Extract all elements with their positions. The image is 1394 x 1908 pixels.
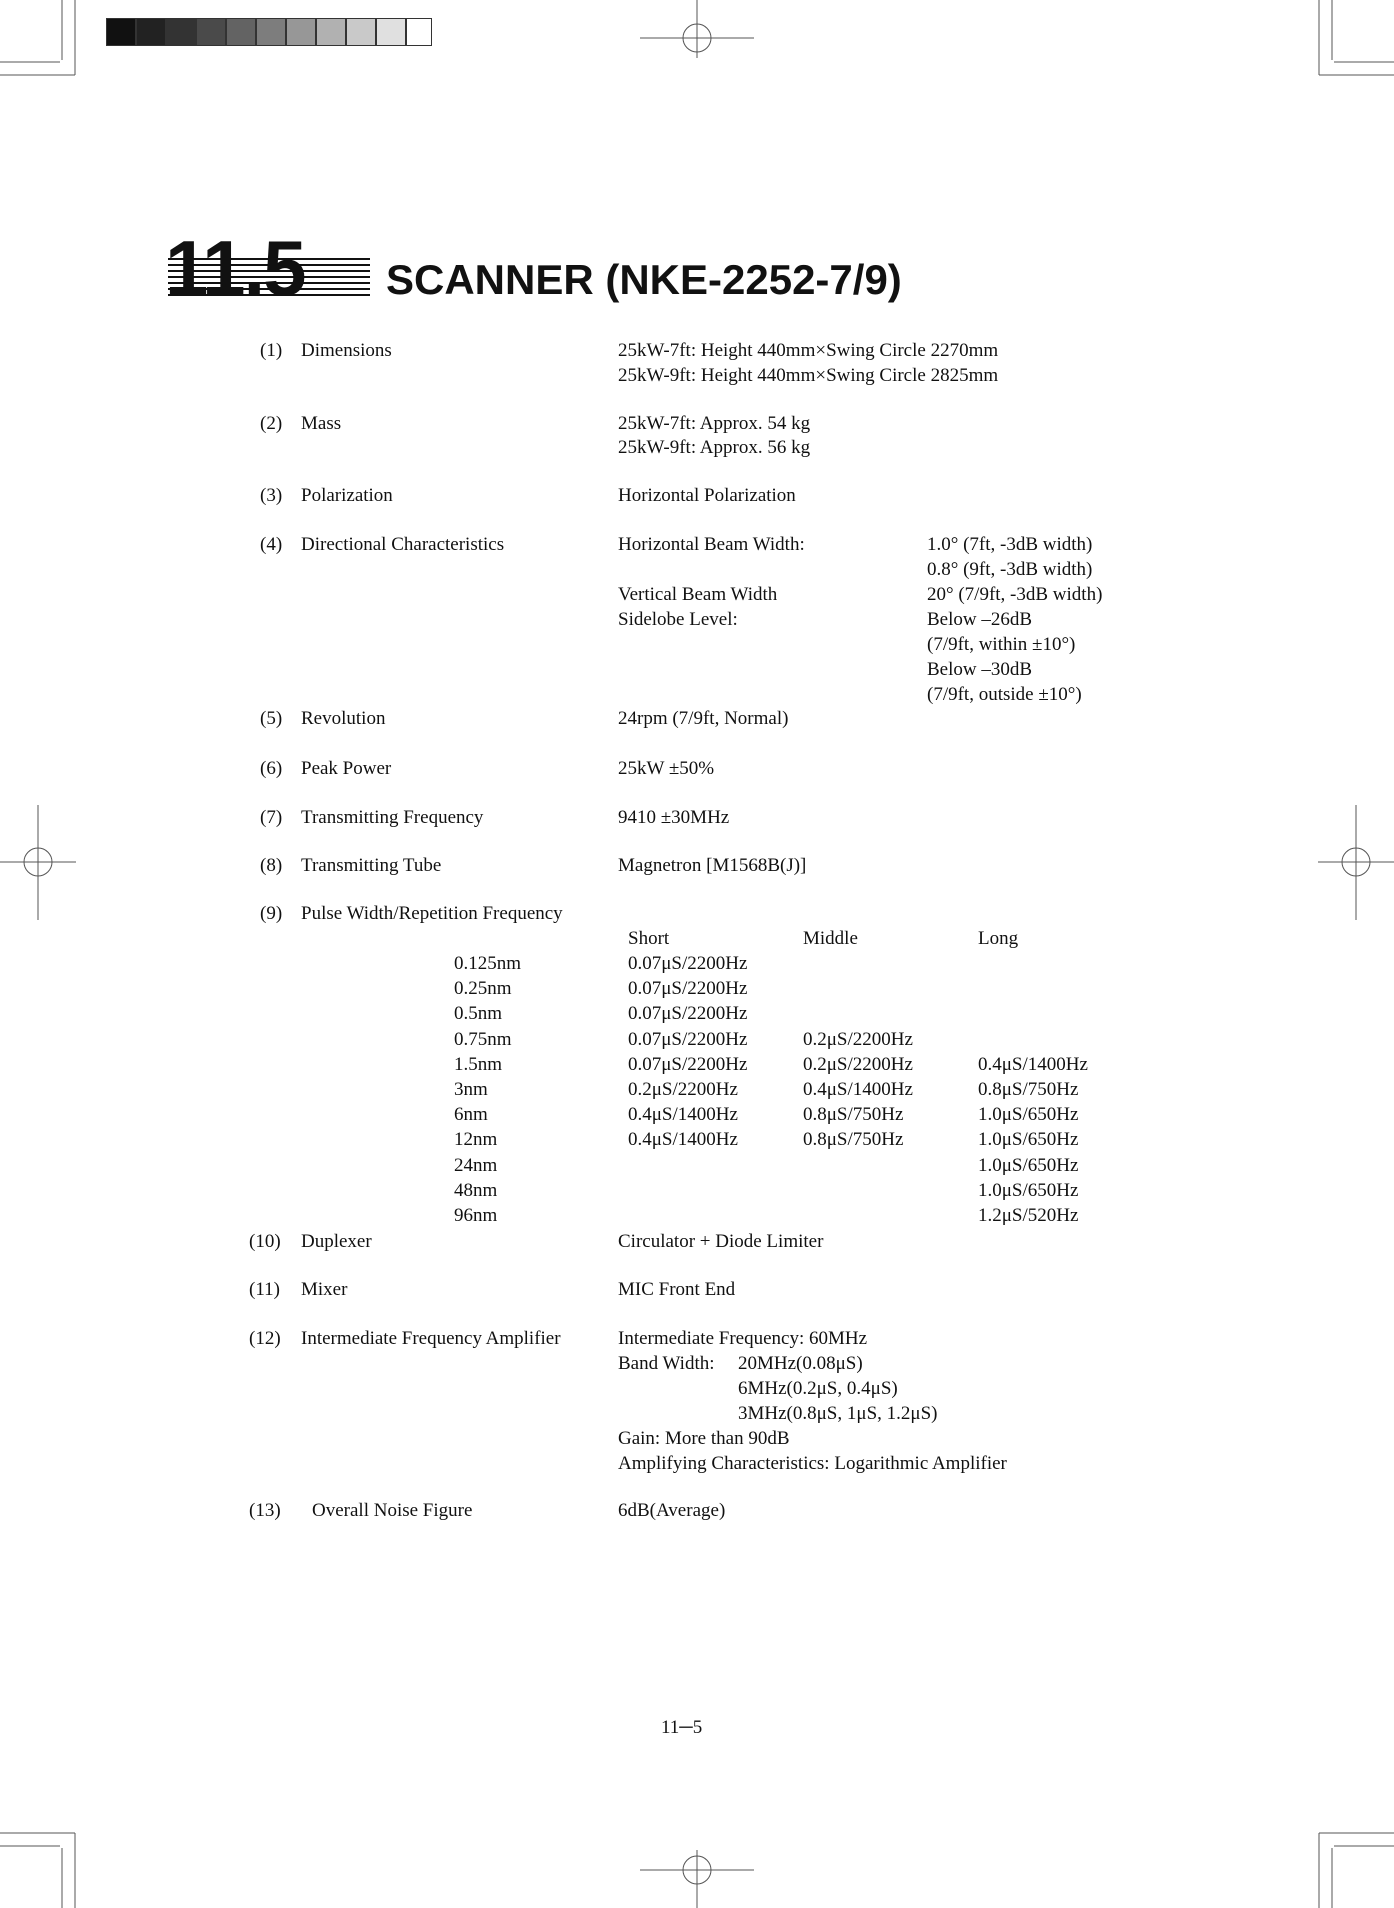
spec-value: 3MHz(0.8μS, 1μS, 1.2μS) [738, 1403, 938, 1424]
pulse-long-cell: 1.2μS/520Hz [978, 1205, 1079, 1226]
spec-value: 6MHz(0.2μS, 0.4μS) [738, 1378, 898, 1399]
pulse-range-cell: 0.5nm [454, 1003, 503, 1024]
spec-value: 0.8° (9ft, -3dB width) [927, 559, 1093, 580]
pulse-middle-cell: 0.2μS/2200Hz [803, 1029, 913, 1050]
spec-label: Mass [301, 413, 342, 434]
pulse-middle-cell: 0.4μS/1400Hz [803, 1079, 913, 1100]
pulse-long-cell: 1.0μS/650Hz [978, 1180, 1079, 1201]
spec-sublabel: Sidelobe Level: [618, 609, 738, 630]
spec-value: 6dB(Average) [618, 1500, 726, 1521]
spec-value: 20° (7/9ft, -3dB width) [927, 584, 1103, 605]
pulse-long-cell: 1.0μS/650Hz [978, 1129, 1079, 1150]
spec-number: (9) [260, 903, 283, 924]
spec-value: 1.0° (7ft, -3dB width) [927, 534, 1093, 555]
spec-label: Overall Noise Figure [312, 1500, 473, 1521]
pulse-header-middle: Middle [803, 928, 858, 949]
pulse-short-cell: 0.07μS/2200Hz [628, 978, 748, 999]
spec-label: Transmitting Tube [301, 855, 442, 876]
pulse-range-cell: 0.25nm [454, 978, 512, 999]
spec-label: Directional Characteristics [301, 534, 505, 555]
spec-value: MIC Front End [618, 1279, 736, 1300]
pulse-middle-cell: 0.2μS/2200Hz [803, 1054, 913, 1075]
spec-label: Pulse Width/Repetition Frequency [301, 903, 563, 924]
pulse-long-cell: 0.4μS/1400Hz [978, 1054, 1088, 1075]
spec-label: Dimensions [301, 340, 392, 361]
pulse-middle-cell: 0.8μS/750Hz [803, 1104, 904, 1125]
spec-label: Duplexer [301, 1231, 372, 1252]
pulse-short-cell: 0.4μS/1400Hz [628, 1129, 738, 1150]
spec-value: Gain: More than 90dB [618, 1428, 790, 1449]
pulse-range-cell: 48nm [454, 1180, 498, 1201]
spec-value: 9410 ±30MHz [618, 807, 730, 828]
pulse-range-cell: 6nm [454, 1104, 488, 1125]
spec-value: 25kW-7ft: Approx. 54 kg [618, 413, 811, 434]
spec-number: (7) [260, 807, 283, 828]
spec-label: Peak Power [301, 758, 392, 779]
spec-value: (7/9ft, within ±10°) [927, 634, 1076, 655]
spec-value: (7/9ft, outside ±10°) [927, 684, 1082, 705]
spec-sublabel: Horizontal Beam Width: [618, 534, 805, 555]
section-number: 11.5 [165, 224, 305, 312]
spec-value: 24rpm (7/9ft, Normal) [618, 708, 789, 729]
spec-number: (4) [260, 534, 283, 555]
pulse-range-cell: 12nm [454, 1129, 498, 1150]
spec-number: (10) [249, 1231, 281, 1252]
pulse-header-long: Long [978, 928, 1019, 949]
pulse-long-cell: 0.8μS/750Hz [978, 1079, 1079, 1100]
spec-label: Transmitting Frequency [301, 807, 484, 828]
spec-value: Magnetron [M1568B(J)] [618, 855, 807, 876]
pulse-short-cell: 0.07μS/2200Hz [628, 953, 748, 974]
spec-sublabel: Vertical Beam Width [618, 584, 778, 605]
spec-number: (8) [260, 855, 283, 876]
spec-value: Intermediate Frequency: 60MHz [618, 1328, 868, 1349]
spec-value: Horizontal Polarization [618, 485, 796, 506]
spec-label: Polarization [301, 485, 393, 506]
spec-number: (1) [260, 340, 283, 361]
pulse-short-cell: 0.07μS/2200Hz [628, 1054, 748, 1075]
pulse-range-cell: 24nm [454, 1155, 498, 1176]
pulse-range-cell: 0.125nm [454, 953, 522, 974]
section-title: SCANNER (NKE-2252-7/9) [386, 256, 902, 303]
pulse-short-cell: 0.07μS/2200Hz [628, 1029, 748, 1050]
spec-number: (12) [249, 1328, 281, 1349]
spec-value: Below –26dB [927, 609, 1033, 630]
spec-number: (13) [249, 1500, 281, 1521]
pulse-long-cell: 1.0μS/650Hz [978, 1104, 1079, 1125]
spec-value: Below –30dB [927, 659, 1033, 680]
spec-value: Amplifying Characteristics: Logarithmic Amplifier [618, 1453, 1007, 1474]
pulse-middle-cell: 0.8μS/750Hz [803, 1129, 904, 1150]
pulse-long-cell: 1.0μS/650Hz [978, 1155, 1079, 1176]
pulse-short-cell: 0.4μS/1400Hz [628, 1104, 738, 1125]
spec-label: Mixer [301, 1279, 348, 1300]
pulse-short-cell: 0.07μS/2200Hz [628, 1003, 748, 1024]
spec-number: (3) [260, 485, 283, 506]
pulse-range-cell: 96nm [454, 1205, 498, 1226]
pulse-header-short: Short [628, 928, 670, 949]
spec-label: Revolution [301, 708, 386, 729]
spec-value: 25kW-9ft: Height 440mm×Swing Circle 2825mm [618, 365, 999, 386]
spec-value: 25kW-9ft: Approx. 56 kg [618, 437, 811, 458]
spec-value: 25kW ±50% [618, 758, 715, 779]
spec-number: (11) [249, 1279, 280, 1300]
spec-label: Intermediate Frequency Amplifier [301, 1328, 561, 1349]
page-number: 11─5 [661, 1717, 703, 1738]
spec-number: (2) [260, 413, 283, 434]
spec-value: Circulator + Diode Limiter [618, 1231, 824, 1252]
pulse-range-cell: 3nm [454, 1079, 488, 1100]
spec-sublabel: Band Width: [618, 1353, 715, 1374]
pulse-range-cell: 0.75nm [454, 1029, 512, 1050]
spec-value: 25kW-7ft: Height 440mm×Swing Circle 2270mm [618, 340, 999, 361]
pulse-range-cell: 1.5nm [454, 1054, 503, 1075]
pulse-short-cell: 0.2μS/2200Hz [628, 1079, 738, 1100]
spec-value: 20MHz(0.08μS) [738, 1353, 863, 1374]
spec-number: (5) [260, 708, 283, 729]
spec-number: (6) [260, 758, 283, 779]
